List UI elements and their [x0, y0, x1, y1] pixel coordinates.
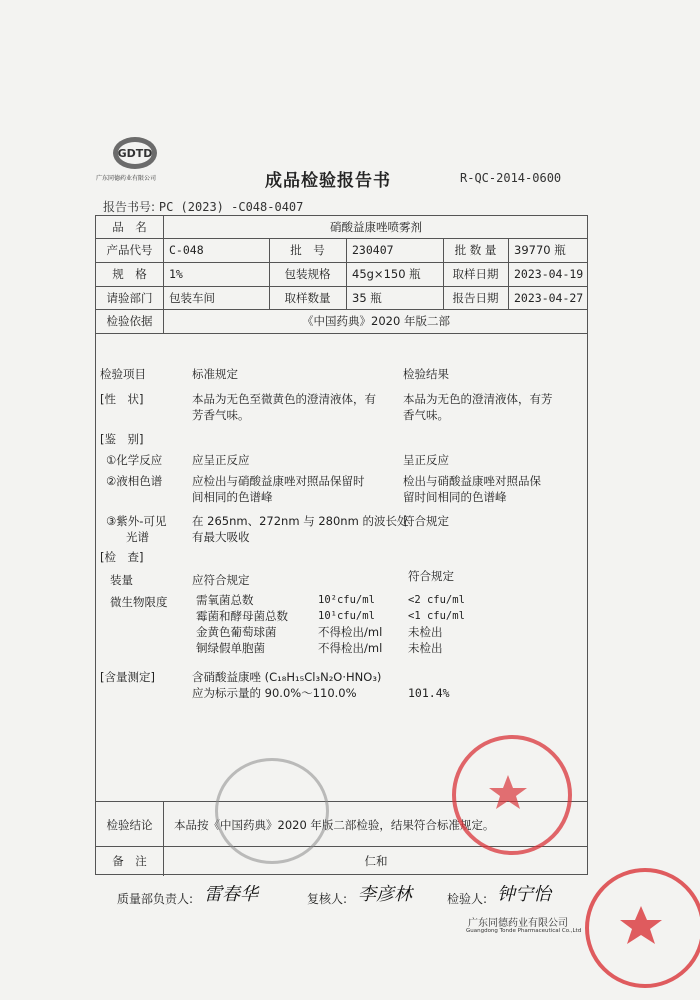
- report-date: 2023-04-27: [514, 291, 584, 305]
- remark-label: 备 注: [112, 854, 147, 868]
- conclusion-label: 检验结论: [106, 818, 153, 832]
- id1-res: 呈正反应: [403, 453, 449, 467]
- id3-label-1: ③紫外-可见: [106, 514, 167, 528]
- document-code: R-QC-2014-0600: [460, 171, 562, 185]
- id3-std-1: 在 265nm、272nm 与 280nm 的波长处: [192, 514, 409, 528]
- micro-2-name: 霉菌和酵母菌总数: [196, 609, 288, 623]
- sample-date: 2023-04-19: [514, 267, 584, 281]
- gray-seal-stamp: [215, 758, 329, 864]
- company-logo-icon: [110, 133, 160, 173]
- report-date-label: 报告日期: [452, 291, 499, 305]
- micro-1-res: <2 cfu/ml: [408, 594, 465, 606]
- star-icon: [585, 868, 697, 980]
- product-name: 硝酸益康唑喷雾剂: [330, 220, 422, 234]
- report-number-value: PC (2023) -C048-0407: [158, 200, 304, 214]
- batch-number: 230407: [352, 243, 394, 257]
- id2-std-2: 间相同的色谱峰: [192, 490, 273, 504]
- fill-std: 应符合规定: [192, 573, 250, 587]
- red-seal-stamp-corner: [585, 868, 700, 988]
- qa-manager-label: 质量部负责人:: [117, 892, 194, 906]
- product-code: C-048: [169, 243, 204, 257]
- id1-label: ①化学反应: [106, 453, 163, 467]
- conclusion-text: 本品按《中国药典》2020 年版二部检验，结果符合标准规定。: [174, 818, 495, 832]
- product-code-label: 产品代号: [106, 243, 153, 257]
- assay-std-2: 应为标示量的 90.0%～110.0%: [192, 686, 357, 700]
- id2-label: ②液相色谱: [106, 474, 163, 488]
- id3-std-2: 有最大吸收: [192, 530, 250, 544]
- sample-date-label: 取样日期: [452, 267, 499, 281]
- micro-label: 微生物限度: [110, 595, 168, 609]
- qa-manager-signature: 雷春华: [204, 884, 258, 905]
- check-label: [检 查]: [100, 550, 144, 564]
- company-name-cn: 广东同德药业有限公司: [468, 918, 568, 929]
- col-header-standard: 标准规定: [192, 367, 238, 381]
- micro-4-res: 未检出: [408, 641, 443, 655]
- id1-std: 应呈正反应: [192, 453, 250, 467]
- sample-qty: 35 瓶: [352, 291, 382, 305]
- logo-caption: 广东同德药业有限公司: [96, 175, 157, 182]
- id2-std-1: 应检出与硝酸益康唑对照品保留时: [192, 474, 365, 488]
- page-title: 成品检验报告书: [265, 171, 391, 191]
- sample-qty-label: 取样数量: [284, 291, 331, 305]
- batch-label: 批 号: [290, 243, 325, 257]
- report-number: [103, 198, 303, 215]
- id3-res: 符合规定: [403, 514, 449, 528]
- character-res-2: 香气味。: [403, 408, 449, 422]
- character-label: [性 状]: [100, 392, 144, 406]
- pack-spec: 45g×150 瓶: [352, 267, 421, 281]
- basis-label: 检验依据: [106, 314, 153, 328]
- company-name-en: Guangdong Tonde Pharmaceutical Co.,Ltd: [466, 928, 582, 934]
- micro-4-name: 铜绿假单胞菌: [196, 641, 265, 655]
- id2-res-2: 留时间相同的色谱峰: [403, 490, 507, 504]
- fill-label: 装量: [110, 573, 133, 587]
- red-seal-stamp-center: [452, 735, 572, 855]
- spec-label: 规 格: [112, 267, 147, 281]
- batch-qty-label: 批 数 量: [454, 243, 497, 257]
- id2-res-1: 检出与硝酸益康唑对照品保: [403, 474, 541, 488]
- micro-3-limit: 不得检出/ml: [318, 625, 383, 639]
- assay-label: [含量测定]: [100, 670, 155, 684]
- remark-text: 仁和: [364, 854, 388, 868]
- dept-label: 请验部门: [106, 291, 153, 305]
- micro-1-limit: 10²cfu/ml: [318, 594, 375, 606]
- assay-res: 101.4%: [408, 686, 450, 700]
- character-std-1: 本品为无色至微黄色的澄清液体，有: [192, 392, 376, 406]
- reviewer-signature: 李彦林: [358, 884, 412, 905]
- micro-1-name: 需氧菌总数: [196, 593, 254, 607]
- micro-3-name: 金黄色葡萄球菌: [196, 625, 277, 639]
- report-number-label: 报告书号:: [103, 200, 156, 214]
- dept: 包装车间: [169, 291, 215, 305]
- micro-2-limit: 10¹cfu/ml: [318, 610, 375, 622]
- product-name-label: 品 名: [112, 220, 147, 234]
- micro-3-res: 未检出: [408, 625, 443, 639]
- col-header-item: 检验项目: [100, 367, 146, 381]
- batch-qty: 39770 瓶: [514, 243, 566, 257]
- assay-std-1: 含硝酸益康唑 (C₁₈H₁₅Cl₃N₂O·HNO₃): [192, 670, 382, 684]
- star-icon: [452, 735, 564, 847]
- fill-res: 符合规定: [408, 569, 454, 583]
- inspector-signature: 钟宁怡: [497, 884, 551, 905]
- character-res-1: 本品为无色的澄清液体，有芳: [403, 392, 553, 406]
- logo-text: GDTD: [117, 147, 153, 160]
- identify-label: [鉴 别]: [100, 432, 144, 446]
- basis: 《中国药典》2020 年版二部: [302, 314, 450, 328]
- micro-2-res: <1 cfu/ml: [408, 610, 465, 622]
- col-header-result: 检验结果: [403, 367, 449, 381]
- id3-label-2: 光谱: [126, 530, 149, 544]
- micro-4-limit: 不得检出/ml: [318, 641, 383, 655]
- spec: 1%: [169, 267, 183, 281]
- inspector-label: 检验人:: [447, 892, 488, 906]
- reviewer-label: 复核人:: [307, 892, 348, 906]
- character-std-2: 芳香气味。: [192, 408, 250, 422]
- pack-label: 包装规格: [284, 267, 331, 281]
